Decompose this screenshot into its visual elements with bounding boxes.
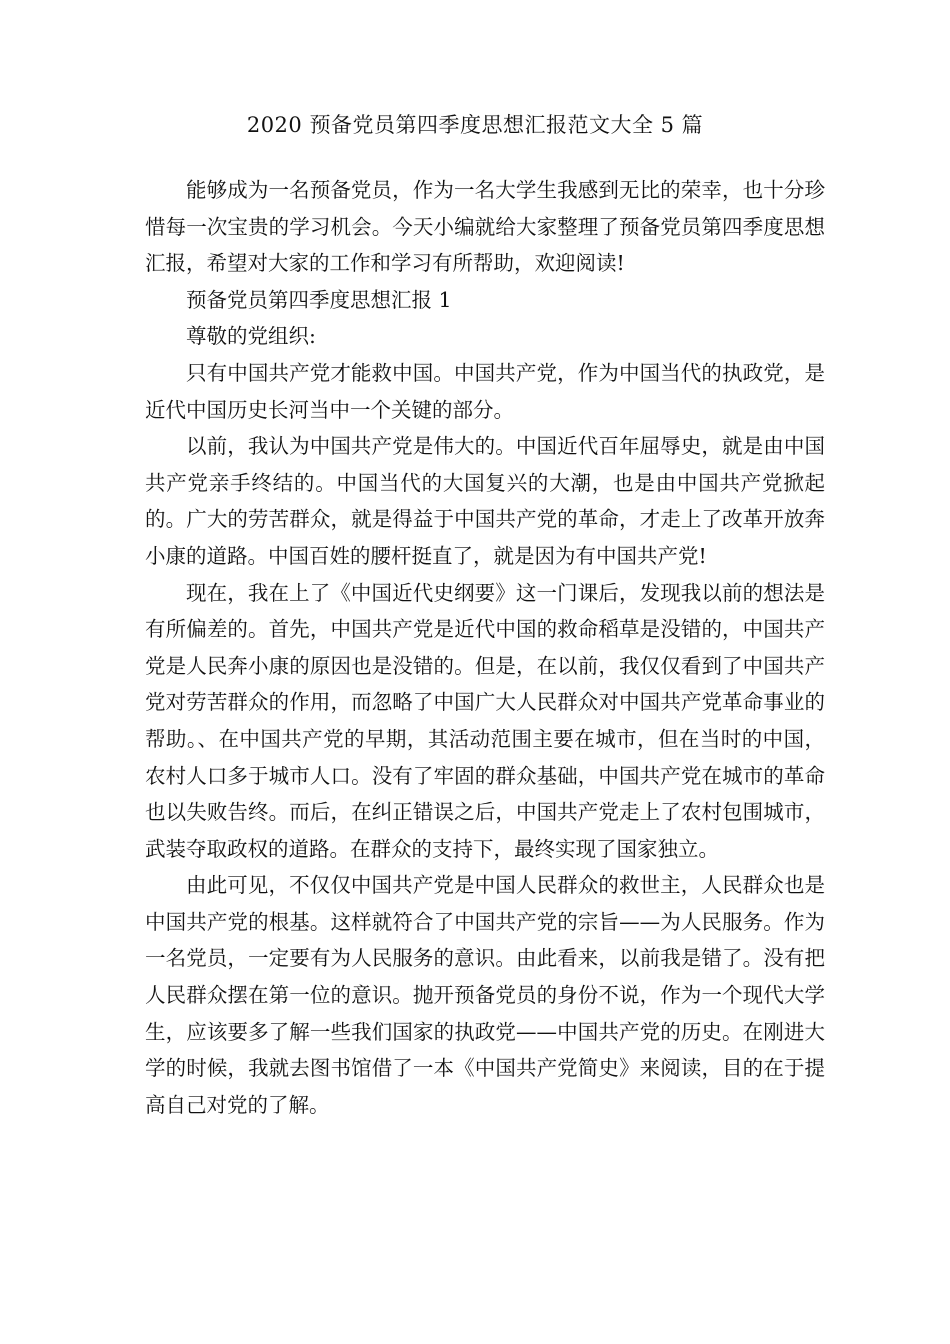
body-paragraph: 由此可见，不仅仅中国共产党是中国人民群众的救世主，人民群众也是中国共产党的根基。这样就符合了中国共产党的宗旨——为人民服务。作为一名党员，一定要有为人民服务的意识。由此看来，以前我是错了。没有把人民群众摆在第一位的意识。抛开预备党员的身份不说，作为一个现代大学生，应该要多了解一些我们国家的执政党——中国共产党的历史。在刚进大学的时候，我就去图书馆借了一本《中国共产党简史》来阅读，目的在于提高自己对党的了解。 — [145, 873, 825, 1117]
intro-paragraph: 能够成为一名预备党员，作为一名大学生我感到无比的荣幸，也十分珍惜每一次宝贵的学习机会。今天小编就给大家整理了预备党员第四季度思想汇报，希望对大家的工作和学习有所帮助，欢迎阅读! — [145, 178, 825, 276]
document-body — [145, 172, 825, 1123]
document-title: 2020 预备党员第四季度思想汇报范文大全 5 篇 — [246, 113, 704, 137]
body-paragraph: 现在，我在上了《中国近代史纲要》这一门课后，发现我以前的想法是有所偏差的。首先，中国共产党是近代中国的救命稻草是没错的，中国共产党是人民奔小康的原因也是没错的。但是，在以前，我仅仅看到了中国共产党对劳苦群众的作用，而忽略了中国广大人民群众对中国共产党革命事业的帮助。、在中国共产党的早期，其活动范围主要在城市，但在当时的中国，农村人口多于城市人口。没有了牢固的群众基础，中国共产党在城市的革命也以失败告终。而后，在纠正错误之后，中国共产党走上了农村包围城市，武装夺取政权的道路。在群众的支持下，最终实现了国家独立。 — [145, 580, 825, 861]
body-paragraph: 以前，我认为中国共产党是伟大的。中国近代百年屈辱史，就是由中国共产党亲手终结的。中国当代的大国复兴的大潮，也是由中国共产党掀起的。广大的劳苦群众，就是得益于中国共产党的革命，才走上了改革开放奔小康的道路。中国百姓的腰杆挺直了，就是因为有中国共产党! — [145, 434, 825, 568]
section-heading: 预备党员第四季度思想汇报 1 — [186, 287, 452, 312]
body-paragraph: 只有中国共产党才能救中国。中国共产党，作为中国当代的执政党，是近代中国历史长河当中一个关键的部分。 — [145, 360, 825, 422]
salutation: 尊敬的党组织: — [186, 324, 316, 349]
